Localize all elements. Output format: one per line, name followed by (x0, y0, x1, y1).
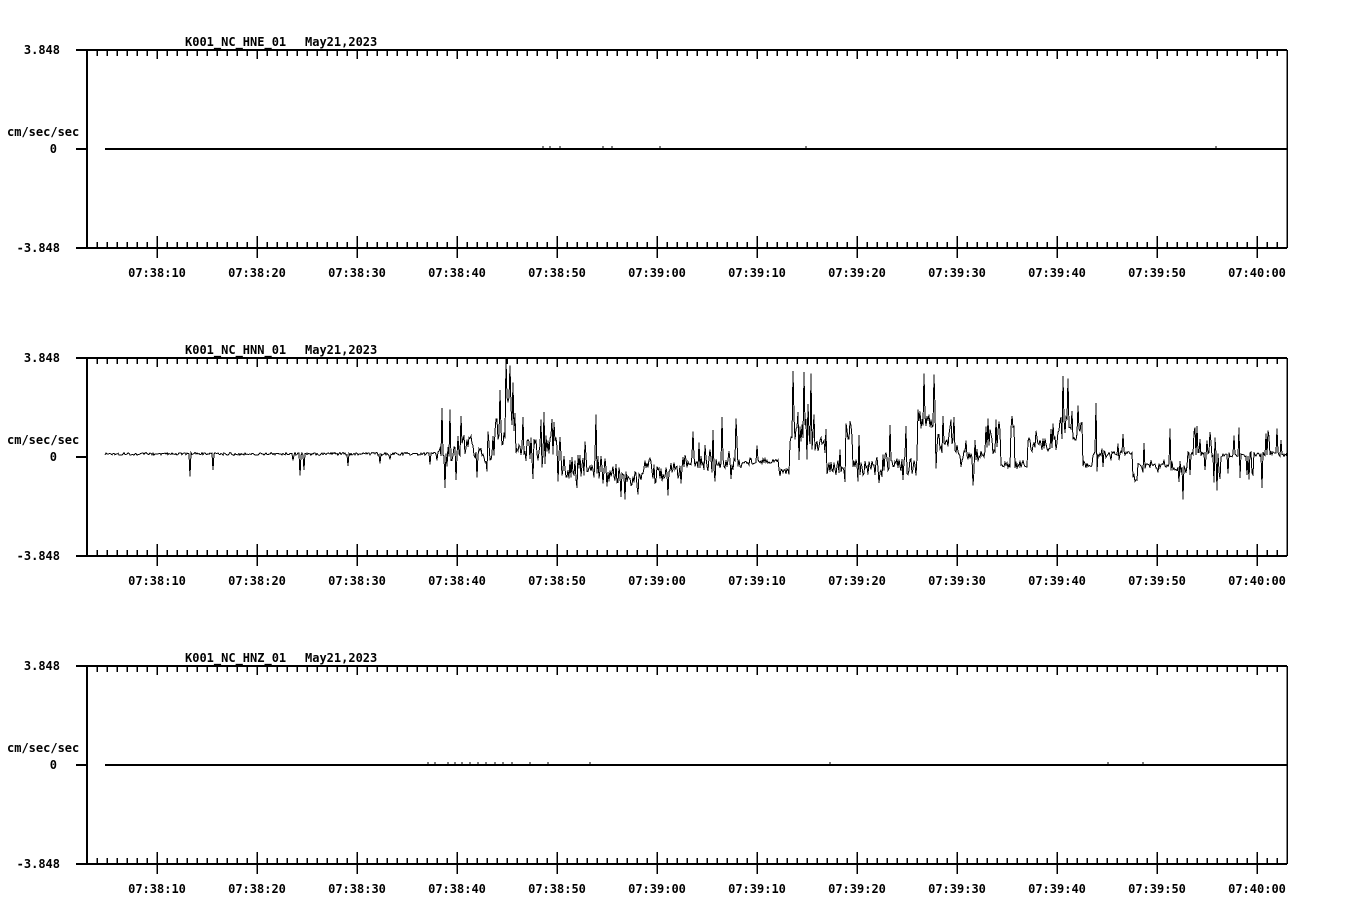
x-tick-label: 07:38:10 (128, 266, 186, 280)
panel-date: May21,2023 (305, 343, 378, 357)
x-tick-label: 07:38:50 (528, 266, 586, 280)
x-tick-label: 07:40:00 (1228, 882, 1286, 896)
y-axis-unit-label: cm/sec/sec (7, 741, 80, 755)
x-tick-label: 07:38:10 (128, 574, 186, 588)
x-tick-label: 07:39:20 (828, 882, 886, 896)
panel-date: May21,2023 (305, 35, 378, 49)
x-tick-label: 07:39:00 (628, 882, 686, 896)
x-tick-label: 07:39:50 (1128, 574, 1186, 588)
x-tick-label: 07:39:40 (1028, 266, 1086, 280)
x-tick-label: 07:39:30 (928, 882, 986, 896)
x-tick-label: 07:38:20 (228, 266, 286, 280)
x-tick-label: 07:39:00 (628, 574, 686, 588)
x-tick-label: 07:39:30 (928, 574, 986, 588)
y-zero-label: 0 (49, 142, 57, 156)
x-tick-label: 07:38:20 (228, 574, 286, 588)
y-zero-label: 0 (49, 450, 57, 464)
x-tick-label: 07:39:40 (1028, 882, 1086, 896)
x-tick-label: 07:40:00 (1228, 574, 1286, 588)
y-max-label: 3.848 (23, 43, 60, 57)
y-max-label: 3.848 (23, 659, 60, 673)
x-tick-label: 07:39:00 (628, 266, 686, 280)
panel-title: K001_NC_HNE_01 (185, 35, 287, 49)
x-tick-label: 07:39:20 (828, 266, 886, 280)
y-min-label: -3.848 (16, 241, 60, 255)
y-min-label: -3.848 (16, 549, 60, 563)
x-tick-label: 07:38:50 (528, 574, 586, 588)
x-tick-label: 07:39:20 (828, 574, 886, 588)
waveform-trace-path (105, 359, 1287, 499)
y-min-label: -3.848 (16, 857, 60, 871)
x-tick-label: 07:38:40 (428, 882, 486, 896)
x-tick-label: 07:38:50 (528, 882, 586, 896)
y-axis-unit-label: cm/sec/sec (7, 125, 80, 139)
x-tick-label: 07:39:30 (928, 266, 986, 280)
x-tick-label: 07:38:20 (228, 882, 286, 896)
seismo-panel-hnn (0, 308, 1358, 616)
panel-title: K001_NC_HNN_01 (185, 343, 287, 357)
x-tick-label: 07:38:10 (128, 882, 186, 896)
panel-title: K001_NC_HNZ_01 (185, 651, 287, 665)
y-max-label: 3.848 (23, 351, 60, 365)
seismo-panel-hnz (0, 616, 1358, 924)
seismo-panel-hne (0, 0, 1358, 308)
x-tick-label: 07:39:50 (1128, 266, 1186, 280)
y-axis-unit-label: cm/sec/sec (7, 433, 80, 447)
x-tick-label: 07:38:30 (328, 266, 386, 280)
x-tick-label: 07:39:10 (728, 266, 786, 280)
y-zero-label: 0 (49, 758, 57, 772)
x-tick-label: 07:38:40 (428, 266, 486, 280)
x-tick-label: 07:39:50 (1128, 882, 1186, 896)
x-tick-label: 07:39:40 (1028, 574, 1086, 588)
x-tick-label: 07:39:10 (728, 882, 786, 896)
x-tick-label: 07:40:00 (1228, 266, 1286, 280)
x-tick-label: 07:39:10 (728, 574, 786, 588)
x-tick-label: 07:38:30 (328, 882, 386, 896)
x-tick-label: 07:38:30 (328, 574, 386, 588)
panel-date: May21,2023 (305, 651, 378, 665)
x-tick-label: 07:38:40 (428, 574, 486, 588)
